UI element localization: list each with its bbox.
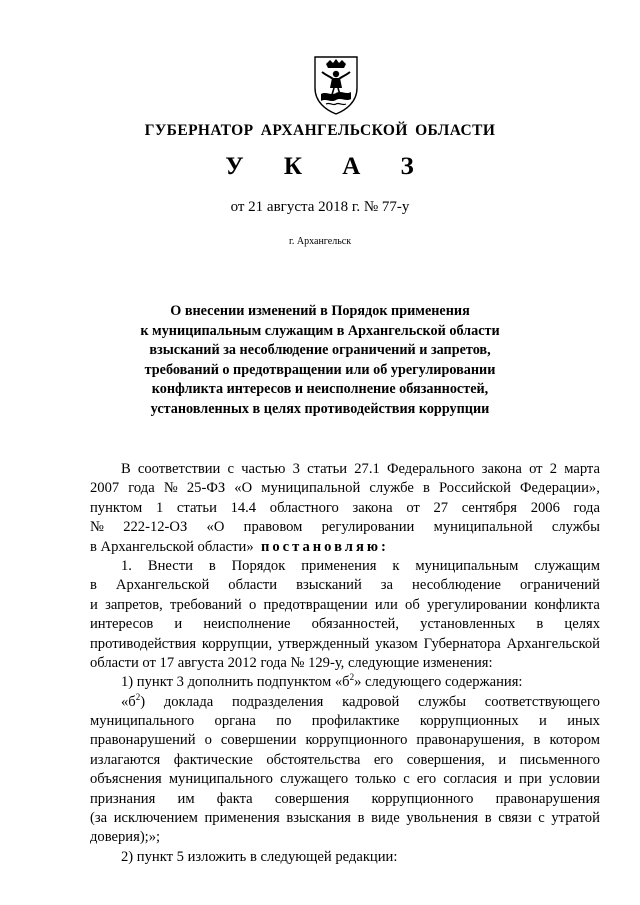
word: излагаются xyxy=(90,751,161,768)
word: «О xyxy=(206,519,225,536)
word: совершении xyxy=(220,732,297,749)
word: ограничений xyxy=(519,577,600,594)
body-line xyxy=(90,576,600,595)
title-line: О внесении изменений в Порядок применения xyxy=(170,303,470,319)
word: и xyxy=(539,713,547,730)
word: № xyxy=(163,480,178,497)
word: 222-12-ОЗ xyxy=(123,519,188,536)
word: коррупционных xyxy=(419,713,519,730)
body-line xyxy=(90,790,600,809)
word: согласия xyxy=(443,771,498,788)
word: им xyxy=(177,790,195,807)
word: совершения xyxy=(274,790,350,807)
word: только xyxy=(355,771,397,788)
word: «О xyxy=(234,480,253,497)
word: исключением xyxy=(113,810,198,827)
issuer-title: ГУБЕРНАТОР АРХАНГЕЛЬСКОЙ ОБЛАСТИ xyxy=(144,122,496,139)
body-line xyxy=(90,712,600,731)
word: 2 xyxy=(549,461,558,477)
word: «$б^2$) xyxy=(121,691,146,710)
word: правонарушения, xyxy=(416,732,525,749)
word: в xyxy=(208,557,216,574)
body-line xyxy=(90,479,600,498)
word: № xyxy=(90,519,104,536)
word: Российской xyxy=(438,480,511,497)
word: о xyxy=(204,732,212,749)
word: увольнения xyxy=(406,810,479,827)
word: Архангельской xyxy=(506,635,600,652)
word: и xyxy=(504,771,512,788)
word: об xyxy=(405,596,420,613)
body-line xyxy=(90,770,600,789)
word: Порядок xyxy=(231,557,286,574)
word: урегулировании xyxy=(427,596,528,613)
word: от xyxy=(406,499,420,516)
word: Внести xyxy=(147,557,193,574)
word: при xyxy=(519,771,542,788)
item-1-paragraph xyxy=(90,557,600,654)
subitem-1-sup: 2 xyxy=(349,672,355,683)
word: установленных xyxy=(420,616,516,633)
word: Федерации», xyxy=(520,480,600,497)
word: правовом xyxy=(243,519,303,536)
word: признания xyxy=(90,790,156,807)
word: по xyxy=(276,713,292,730)
word: совершения, xyxy=(406,751,485,768)
word: с xyxy=(227,461,235,477)
word: котором xyxy=(549,732,600,749)
word: предотвращении xyxy=(263,596,368,613)
word: связи xyxy=(498,810,532,827)
word: виде xyxy=(371,810,400,827)
word: его xyxy=(373,751,394,768)
word: с xyxy=(538,810,545,827)
word: муниципальным xyxy=(415,557,519,574)
word: статьи xyxy=(176,499,217,516)
word: несоблюдение xyxy=(412,577,501,594)
word: марта xyxy=(564,461,600,477)
word: письменного xyxy=(519,751,600,768)
word: указом xyxy=(375,635,418,652)
word: и xyxy=(498,751,507,768)
subitem-2: 2) пункт 5 изложить в следующей редакции: xyxy=(121,848,398,865)
word: с xyxy=(403,771,410,788)
title-line: установленных в целях противодействия коррупции xyxy=(150,400,490,417)
body-line xyxy=(90,499,600,518)
word: конфликта xyxy=(534,596,600,613)
word: 1 xyxy=(155,499,164,516)
word: фактические xyxy=(173,751,253,768)
word: в xyxy=(357,810,365,827)
word: 25-ФЗ xyxy=(186,480,226,497)
title-line: взысканий за несоблюдение ограничений и запретов, xyxy=(149,342,491,359)
word: в xyxy=(422,480,430,497)
word: службе xyxy=(369,480,414,497)
word: иных xyxy=(567,713,600,730)
body-line xyxy=(90,615,600,634)
word: и xyxy=(174,616,183,633)
decree-word: постановляю xyxy=(260,538,382,555)
word: 2007 xyxy=(90,480,120,497)
word: Губернатора xyxy=(423,635,501,652)
word: Архангельской xyxy=(115,577,210,594)
body-line xyxy=(90,596,600,615)
word: в xyxy=(90,577,97,594)
word: факта xyxy=(216,790,253,807)
word: служащего xyxy=(280,771,349,788)
word: о xyxy=(248,596,257,613)
word: коррупционного xyxy=(305,732,408,749)
word: его xyxy=(416,771,437,788)
word: сентября xyxy=(461,499,518,516)
word: применения xyxy=(204,810,280,827)
word: утратой xyxy=(551,810,600,827)
word: применения xyxy=(301,557,377,574)
word: статьи xyxy=(307,461,348,477)
word: доклада xyxy=(163,693,214,710)
title-line: конфликта интересов и неисполнение обязанностей, xyxy=(151,381,489,398)
word: кадровой xyxy=(342,693,400,710)
word: коррупционного xyxy=(371,790,474,807)
word: неисполнение xyxy=(203,616,291,633)
body-line xyxy=(90,635,600,654)
document-type: У К А З xyxy=(225,153,431,180)
word: (за xyxy=(90,810,108,827)
body-line xyxy=(90,518,600,537)
word: обстоятельства xyxy=(266,751,361,768)
word: 27.1 xyxy=(354,461,380,477)
word: 2006 xyxy=(530,499,560,516)
word: соответствии xyxy=(137,461,221,477)
word: закона xyxy=(352,499,393,516)
word: противодействия xyxy=(90,635,197,652)
preamble-last-line xyxy=(90,538,600,557)
word: к xyxy=(392,557,400,574)
word: за xyxy=(380,577,394,594)
quote-paragraph xyxy=(90,712,600,828)
word: правонарушений xyxy=(90,732,196,749)
word: В xyxy=(121,461,131,477)
decree-punct: : xyxy=(381,538,389,555)
word: обязанностей, xyxy=(311,616,400,633)
item-1-last-line: области от 17 августа 2012 года № 129-у, следующие изменения: xyxy=(90,654,493,671)
word: области xyxy=(228,577,278,594)
document-date-number: от 21 августа 2018 г. № 77-у xyxy=(230,199,410,215)
quote-last-line: доверия);»; xyxy=(90,829,161,846)
word: интересов xyxy=(90,616,154,633)
word: объяснения xyxy=(90,771,162,788)
subitem-1-text-end: » следующего содержания: xyxy=(354,674,523,691)
subitem-1 xyxy=(90,673,600,692)
word: Федерального xyxy=(386,461,475,477)
word: требований xyxy=(170,596,242,613)
word: взысканий xyxy=(296,577,362,594)
body-line xyxy=(90,731,600,750)
word: утвержденный xyxy=(277,635,370,652)
word: или xyxy=(374,596,398,613)
word: и xyxy=(90,596,98,613)
word: службы xyxy=(551,519,600,536)
word: в xyxy=(536,616,544,633)
body-line xyxy=(90,751,600,770)
preamble-paragraph xyxy=(90,460,600,538)
body-line xyxy=(90,809,600,828)
subitem-1-text: 1) пункт 3 дополнить подпунктом «б xyxy=(121,674,350,691)
word: от xyxy=(529,461,543,477)
word: 1. xyxy=(121,557,132,574)
word: регулировании xyxy=(321,519,415,536)
word: муниципального xyxy=(168,771,273,788)
word: служащим xyxy=(534,557,600,574)
word: 14.4 xyxy=(230,499,257,516)
document-city: г. Архангельск xyxy=(288,236,352,247)
word: частью xyxy=(241,461,286,477)
document-title xyxy=(0,302,640,420)
word: в xyxy=(533,732,541,749)
word: пунктом xyxy=(90,499,143,516)
word: года xyxy=(573,499,600,516)
word: подразделения xyxy=(232,693,324,710)
word: года xyxy=(128,480,155,497)
word: областного xyxy=(269,499,339,516)
coat-of-arms-icon xyxy=(312,54,360,116)
title-line: к муниципальным служащим в Архангельской области xyxy=(140,322,500,339)
word: муниципальной xyxy=(261,480,361,497)
word: коррупции, xyxy=(201,635,273,652)
word: 3 xyxy=(292,461,300,477)
word: органа xyxy=(214,713,256,730)
body-line xyxy=(90,460,600,479)
quote-first-line xyxy=(90,693,600,712)
word: целях xyxy=(564,616,600,633)
title-line: требований о предотвращении или об урегулировании xyxy=(144,361,496,378)
word: закона xyxy=(481,461,522,477)
word: соответствующего xyxy=(484,693,600,710)
word: в xyxy=(484,810,492,827)
word: запретов, xyxy=(105,596,163,613)
document-body xyxy=(90,460,600,867)
preamble-tail: в Архангельской области» xyxy=(90,538,254,555)
word: взыскания xyxy=(286,810,351,827)
word: профилактике xyxy=(311,713,400,730)
word: 27 xyxy=(433,499,449,516)
word: службы xyxy=(418,693,467,710)
word: правонарушения xyxy=(495,790,600,807)
word: условии xyxy=(549,771,600,788)
word: муниципальной xyxy=(433,519,533,536)
body-line xyxy=(90,557,600,576)
word: муниципального xyxy=(90,713,195,730)
